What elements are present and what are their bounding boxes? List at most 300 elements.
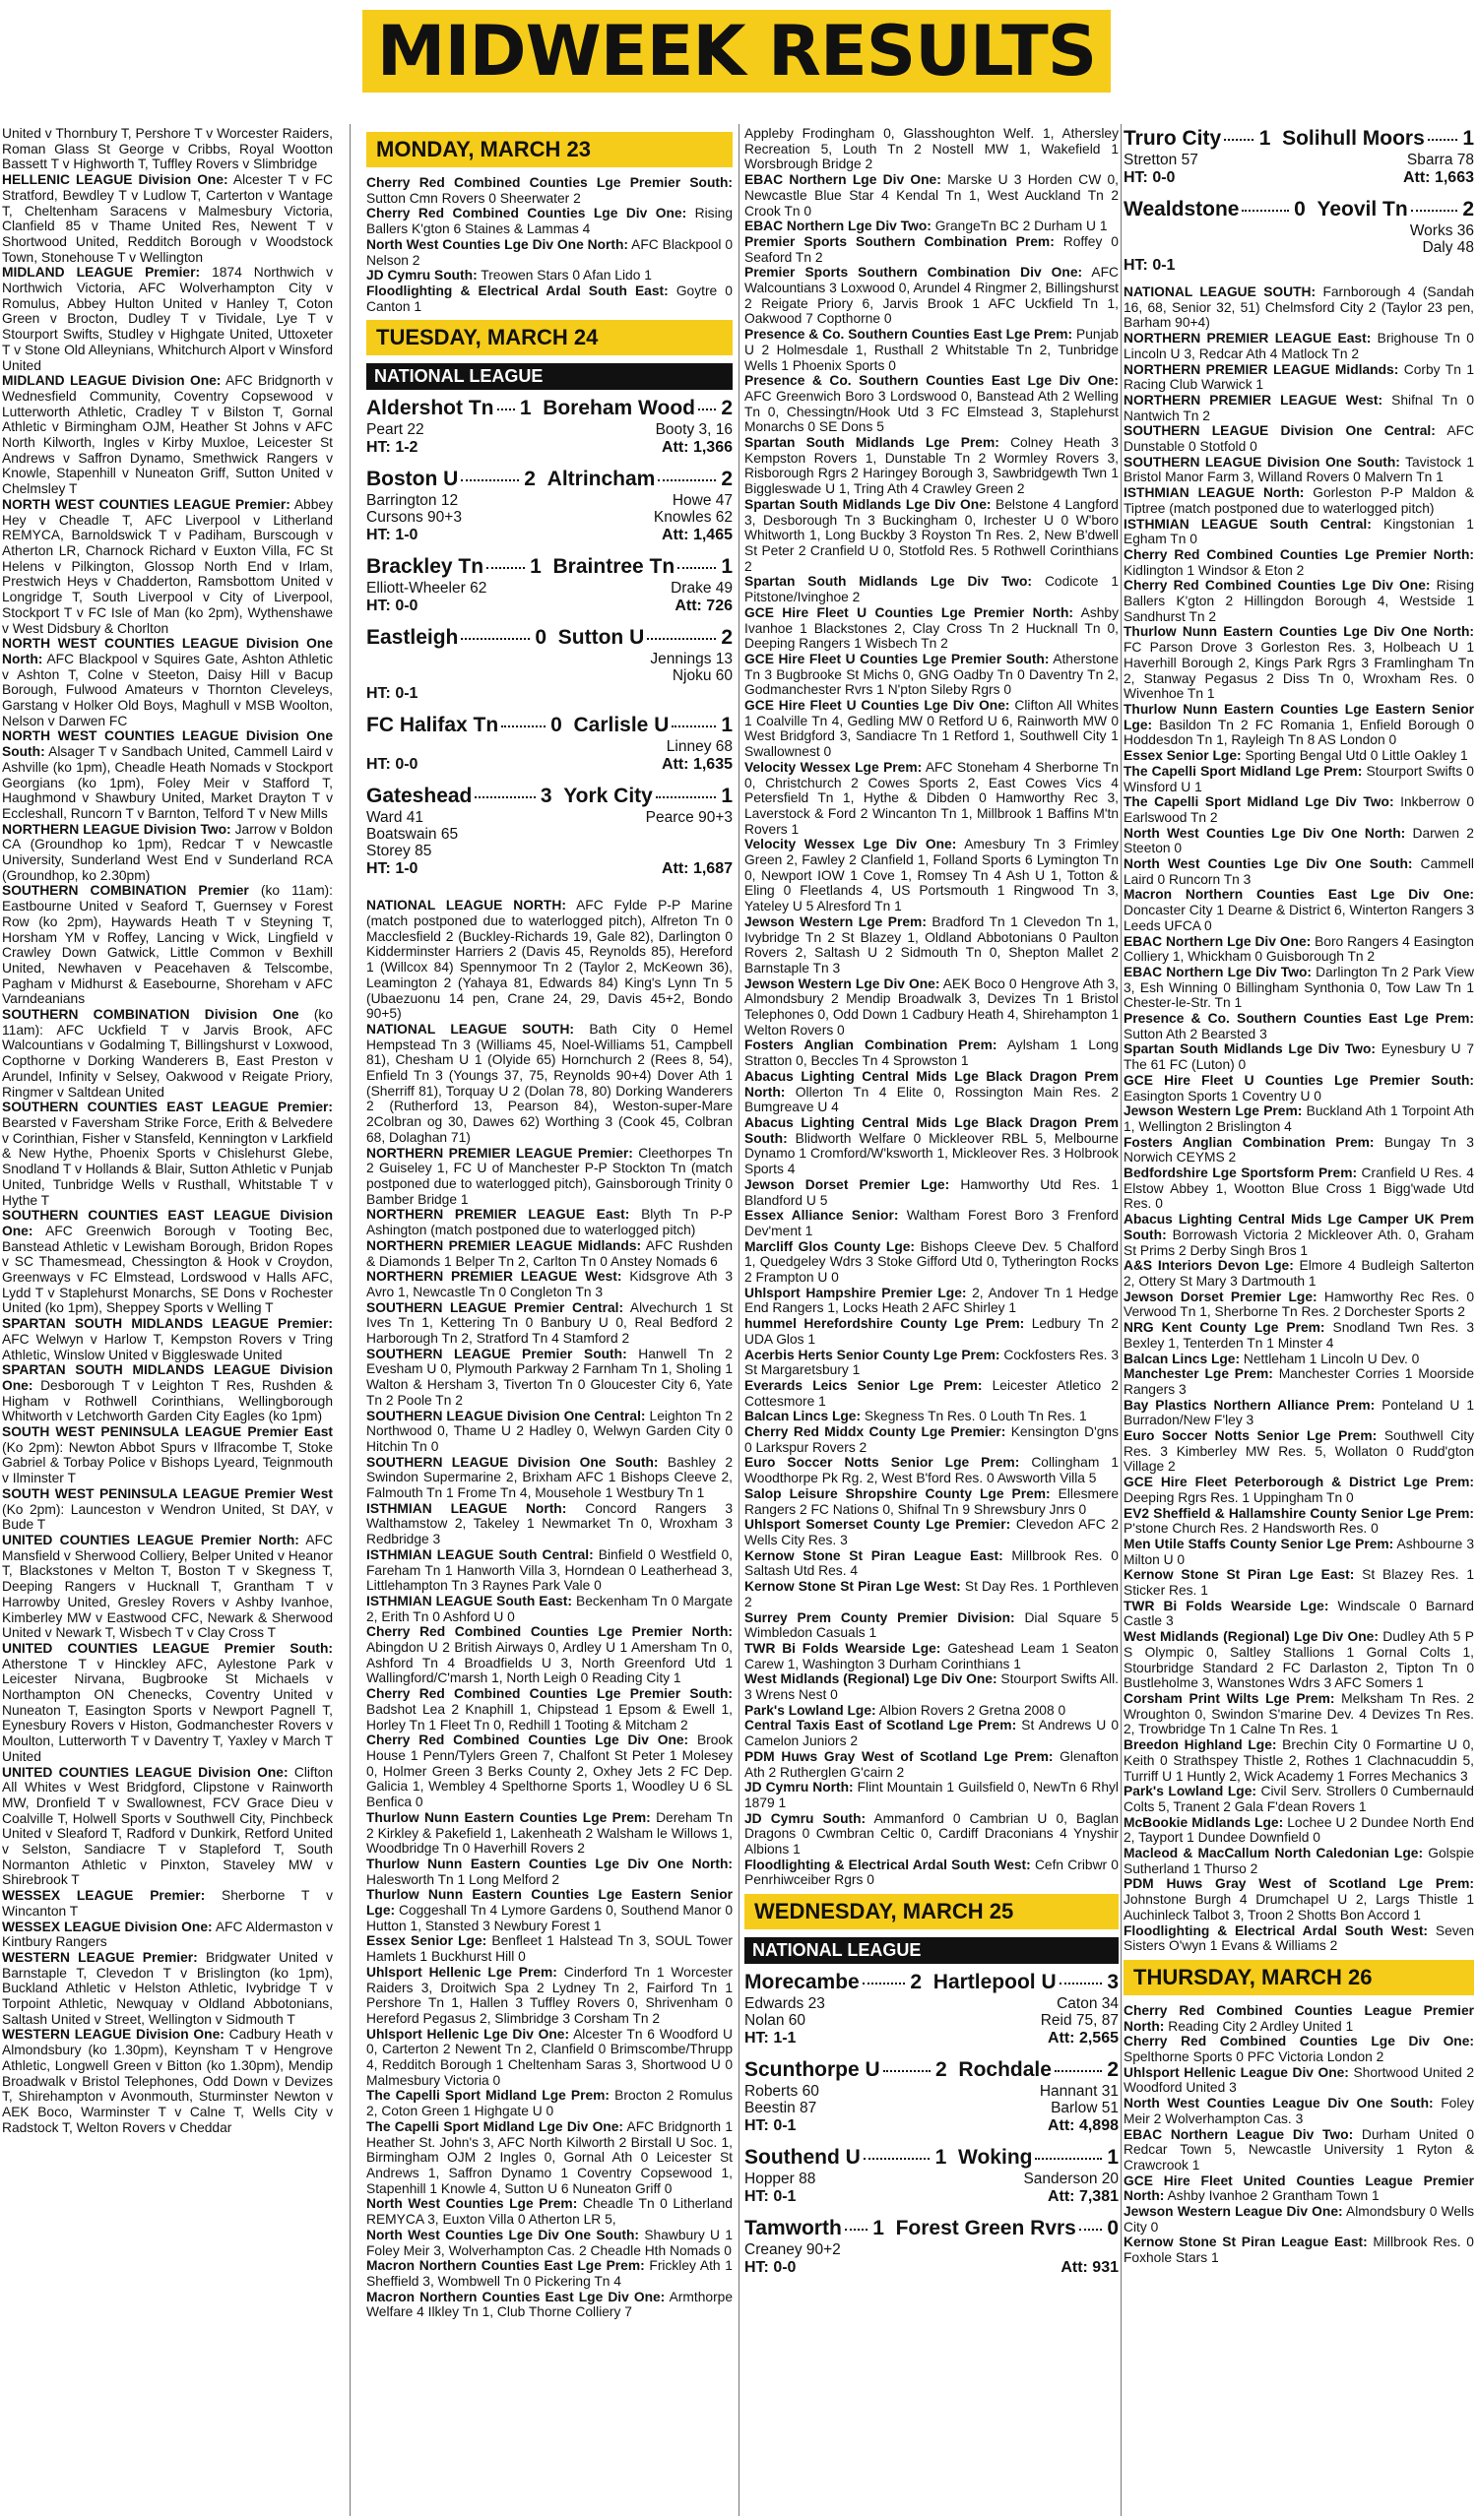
result-paragraph (2, 1533, 333, 1641)
result-paragraph (366, 1269, 733, 1299)
day-heading: WEDNESDAY, MARCH 25 (744, 1894, 1119, 1929)
league-heading: Macron Northern Counties East Lge Div One: (366, 2289, 666, 2304)
results-text: Appleby Frodingham 0, Glasshoughton Welf. 1, Athersley Recreation 5, Louth Tn 2 Nostell MW 1, Wakefield 1 Worsbrough Bridge 2 (744, 126, 1119, 172)
match-score-line (744, 1970, 1119, 1995)
result-paragraph (1124, 1506, 1474, 1537)
day-heading: TUESDAY, MARCH 24 (366, 320, 733, 355)
league-heading: SOUTHERN LEAGUE Division One South: (366, 1454, 659, 1470)
result-paragraph (1124, 1784, 1474, 1814)
result-paragraph (744, 1548, 1119, 1579)
scorers-line (366, 509, 733, 526)
scorers-line (366, 492, 733, 509)
result-paragraph (2, 636, 333, 728)
results-text: Darwen 2 Steeton 0 (1124, 825, 1474, 856)
result-paragraph (1124, 826, 1474, 856)
league-heading: SOUTHERN LEAGUE Premier South: (366, 1346, 627, 1361)
half-time-score: HT: 0-1 (744, 2117, 797, 2135)
result-paragraph (2, 1920, 333, 1950)
result-paragraph (1124, 578, 1474, 624)
league-heading: ISTHMIAN LEAGUE North: (366, 1500, 567, 1516)
away-team: Braintree Tn (552, 555, 675, 579)
result-paragraph (366, 1933, 733, 1964)
page-header (362, 10, 1111, 93)
half-time-score: HT: 0-1 (1124, 257, 1176, 274)
leader-dots (1060, 1983, 1102, 1984)
league-heading: UNITED COUNTIES LEAGUE Division One: (2, 1764, 289, 1780)
day-heading: THURSDAY, MARCH 26 (1124, 1960, 1474, 1995)
spacer (946, 2145, 958, 2171)
league-heading: NORTH WEST COUNTIES LEAGUE Premier: (2, 496, 290, 512)
league-heading: EBAC Northern Lge Div One: (1124, 933, 1312, 949)
result-paragraph (366, 1887, 733, 1933)
results-text: Waltham Forest Boro 3 Frenford Dev'ment 1 (744, 1208, 1119, 1238)
away-score: 1 (1462, 127, 1474, 150)
league-heading: Fosters Anglian Combination Prem: (1124, 1134, 1375, 1150)
away-scorer: Pearce 90+3 (645, 809, 733, 827)
spacer (552, 784, 564, 809)
league-heading: Central Taxis East of Scotland Lge Prem: (744, 1718, 1017, 1733)
league-heading: Spartan South Midlands Lge Div Two: (1124, 1041, 1376, 1057)
league-heading: Thurlow Nunn Eastern Counties Lge Eastern Senior Lge: (366, 1887, 733, 1919)
leader-dots (486, 567, 525, 569)
result-paragraph (2, 1641, 333, 1765)
result-paragraph (744, 605, 1119, 652)
match-score-line (744, 2145, 1119, 2171)
results-text: Kidsgrove Ath 3 Avro 1, Newcastle Tn 0 Congleton Tn 3 (366, 1269, 733, 1299)
spacer (947, 2057, 959, 2083)
league-heading: Cherry Red Middx County Lge Premier: (744, 1424, 1006, 1440)
league-heading: JD Cymru North: (744, 1780, 854, 1796)
league-heading: JD Cymru South: (366, 268, 478, 284)
result-paragraph (366, 284, 733, 314)
result-paragraph (1124, 2127, 1474, 2174)
league-heading: EBAC Northern Lge Div One: (744, 172, 941, 188)
league-heading: Marcliff Glos County Lge: (744, 1238, 916, 1254)
results-text: Shifnal Tn 0 Nantwich Tn 2 (1124, 392, 1474, 423)
results-text: Kensington D'gns 0 Larkspur Rovers 2 (744, 1424, 1119, 1455)
away-team: Forest Green Rvrs (895, 2217, 1076, 2240)
league-heading: NRG Kent County Lge Prem: (1124, 1320, 1325, 1336)
home-score: 0 (550, 714, 562, 737)
league-heading: Thurlow Nunn Eastern Counties Lge Div One North: (366, 1856, 733, 1871)
result-paragraph (2, 1424, 333, 1486)
scorers-line (366, 580, 733, 597)
leader-dots (672, 725, 716, 727)
result-paragraph (1124, 1135, 1474, 1166)
results-text: Alvechurch 1 St Ives Tn 1, Kettering Tn 0 Banbury U 0, Real Bedford 2 Harborough Tn 2, Stratford Tn 4 Stamford 2 (366, 1299, 733, 1347)
result-paragraph (744, 1718, 1119, 1748)
result-paragraph (744, 1409, 1119, 1424)
result-paragraph (2, 1208, 333, 1316)
results-text: Rising Ballers K'gton 6 Staines & Lammas 4 (366, 206, 733, 237)
league-heading: MIDLAND LEAGUE Premier: (2, 265, 201, 281)
attendance: Att: 1,687 (661, 860, 733, 878)
results-text: GrangeTn BC 2 Durham U 1 (934, 219, 1108, 234)
results-text: Halesworth Tn 1 Long Melford 2 (366, 1871, 560, 1887)
results-text: Armthorpe Welfare 4 Ilkley Tn 1, Club Thorne Colliery 7 (366, 2289, 733, 2320)
league-heading: NORTHERN PREMIER LEAGUE East: (1124, 331, 1372, 346)
results-text: Melksham Tn Res. 2 Wroughton 0, Swindon S'marine Dev. 4 Devizes Tn Res. 2, Trowbridge Tn 1 Calne Tn Res. 1 (1124, 1690, 1474, 1737)
leader-dots (863, 1983, 905, 1984)
results-text: P'stone Church Res. 2 Handsworth Res. 0 (1124, 1521, 1379, 1537)
results-text: Atherstone Tn 3 Bugbrooke St Michs 0, GNG Oadby Tn 0 Daventry Tn 2, Godmanchester Rvrs 1 N'pton Sileby Rgrs 0 (744, 651, 1119, 698)
home-scorer: Storey 85 (366, 843, 432, 860)
results-text: Gateshead Leam 1 Seaton Carew 1, Washington 3 Durham Corinthians 1 (744, 1640, 1119, 1671)
results-text: AFC Bridgnorth 1 Heather St. John's 3, AFC North Kilworth 2 Birstall U Soc. 1, Birmingham OJM 2 Ingles 0, Gornal Ath 0 Leicester St Andrews 1, Saffron Dynamo 1 Coventry Copsewood 1, Stapenhill 1 Knowle 4, Sutton U 6 Nuneaton Griff 0 (366, 2118, 733, 2196)
results-text: Millbrook Res. 0 Saltash Utd Res. 4 (744, 1547, 1119, 1579)
result-paragraph (366, 1965, 733, 2027)
home-team: Gateshead (366, 785, 473, 808)
league-heading: North West Counties Lge Div One South: (1124, 856, 1413, 872)
home-scorer: Hopper 88 (744, 2171, 816, 2188)
results-text: Basildon Tn 2 FC Romania 1, Enfield Borough 0 Hoddesdon Tn 1, Rayleigh Tn 8 AS London 0 (1124, 717, 1474, 748)
result-paragraph (1124, 887, 1474, 933)
result-paragraph (2, 497, 333, 636)
league-heading: Kernow Stone St Piran League East: (1124, 2235, 1368, 2250)
league-heading: McBookie Midlands Lge: (1124, 1814, 1284, 1830)
results-text: Flint Mountain 1 Guilsfield 0, NewTn 6 Rhyl 1879 1 (744, 1780, 1119, 1810)
results-text: Alsager T v Sandbach United, Cammell Laird v Ashville (ko 1pm), Cheadle Heath Nomads v Stockport Georgians (ko 1pm), Foley Meir v Stafford T, Haughmond v Shawbury United, Market Drayton T v Eccleshall, Runcorn T v Barnton, Telford T v New Mills (2, 744, 333, 821)
results-text: Bungay Tn 3 Norwich CEYMS 2 (1124, 1134, 1474, 1166)
away-team: Boreham Wood (543, 397, 695, 420)
away-scorer: Works 36 (1409, 222, 1474, 239)
result-paragraph (2, 1362, 333, 1424)
away-scorer: Booty 3, 16 (655, 421, 733, 439)
league-heading: SOUTH WEST PENINSULA LEAGUE Premier East (2, 1424, 333, 1440)
league-heading: Corsham Print Wilts Lge Prem: (1124, 1690, 1335, 1706)
scorers-line (1124, 152, 1474, 168)
away-score: 2 (721, 626, 733, 650)
league-heading: Bedfordshire Lge Sportsform Prem: (1124, 1166, 1358, 1181)
result-paragraph (1124, 856, 1474, 887)
result-paragraph (366, 206, 733, 236)
league-heading: NATIONAL LEAGUE SOUTH: (1124, 284, 1317, 299)
results-text: Borrowash Victoria 2 Mickleover Ath. 0, Graham St Prims 2 Derby Singh Bros 1 (1124, 1227, 1474, 1258)
league-heading: Cherry Red Combined Counties Lge Div One: (366, 206, 687, 221)
result-paragraph (1124, 794, 1474, 825)
league-heading: North West Counties Lge Prem: (366, 2196, 578, 2212)
league-heading: Uhlsport Somerset County Lge Premier: (744, 1517, 1011, 1533)
league-heading: NATIONAL LEAGUE SOUTH: (366, 1021, 575, 1037)
scorers-line (744, 2241, 1119, 2258)
result-paragraph (744, 1348, 1119, 1378)
results-text: Sutton Cmn Rovers 0 Sheerwater 2 (366, 190, 581, 206)
league-heading: Spartan South Midlands Lge Div Two: (744, 574, 1033, 590)
results-text: Golspie Sutherland 1 Thurso 2 (1124, 1846, 1474, 1876)
results-text: United v Thornbury T, Pershore T v Worcester Raiders, Roman Glass St George v Cribbs, Royal Wootton Bassett T v Highworth T, Tuffley Rovers v Slimbridge (2, 126, 333, 172)
away-team: Altrincham (546, 468, 656, 491)
home-score: 1 (530, 555, 542, 579)
league-heading: North West Counties Lge Div One South: (366, 2227, 640, 2242)
half-time-line (1124, 168, 1474, 187)
away-scorer: Howe 47 (672, 492, 733, 510)
league-heading: Kernow Stone St Piran Lge West: (744, 1579, 961, 1595)
result-paragraph (1124, 1041, 1474, 1072)
away-scorer: Linney 68 (666, 738, 733, 756)
home-score: 2 (935, 2058, 947, 2082)
result-paragraph (1124, 1567, 1474, 1598)
league-heading: Macron Northern Counties East Lge Div One: (1124, 887, 1474, 903)
league-heading: Uhlsport Hampshire Premier Lge: (744, 1285, 967, 1300)
half-time-line (366, 684, 733, 703)
results-text: Rising Ballers K'gton 2 Hillingdon Borough 4, Westside 1 Sandhurst Tn 2 (1124, 578, 1474, 624)
league-heading: GCE Hire Fleet U Counties Lge Premier South: (1124, 1072, 1474, 1088)
results-text: Treowen Stars 0 Afan Lido 1 (481, 268, 652, 284)
results-text: Bishops Cleeve Dev. 5 Chalford 1, Quedgeley Wdrs 3 Stoke Gifford Utd 0, Tytherington Rocks 2 Frampton U 0 (744, 1238, 1119, 1286)
results-text: Windscale 0 Barnard Castle 3 (1124, 1598, 1474, 1629)
results-text: Leicester Atletico 2 Cottesmore 1 (744, 1377, 1119, 1409)
half-time-score: HT: 0-0 (366, 756, 418, 774)
results-text: Darlington Tn 2 Park View 3, Esh Winning 0 Billingham Synthonia 0, Tow Law Tn 1 Chester-le-Str. Tn 1 (1124, 964, 1474, 1011)
results-text: Hamworthy Utd Res. 1 Blandford U 5 (744, 1176, 1119, 1208)
match-result (366, 784, 733, 878)
league-heading: WESSEX LEAGUE Premier: (2, 1888, 206, 1904)
results-text: Beckenham Tn 0 Margate 2, Erith Tn 0 Ashford U 0 (366, 1593, 733, 1624)
league-heading: Park's Lowland Lge: (1124, 1784, 1256, 1799)
result-paragraph (2, 265, 333, 373)
results-text: Snodland Twn Res. 3 Bexley 1, Tenterden Tn 1 Minster 4 (1124, 1320, 1474, 1351)
league-heading: Jewson Western League Div One: (1124, 2204, 1343, 2220)
results-text: Blidworth Welfare 0 Mickleover RBL 5, Melbourne Dynamo 1 Cromford/W'ksworth 1, Mickleover Res. 3 Holbrook Sports 4 (744, 1130, 1119, 1177)
home-scorer: Nolan 60 (744, 2012, 806, 2030)
result-paragraph (744, 1811, 1119, 1858)
league-heading: Surrey Prem County Premier Division: (744, 1609, 1015, 1625)
result-paragraph (1124, 1475, 1474, 1505)
league-heading: UNITED COUNTIES LEAGUE Premier North: (2, 1532, 299, 1547)
league-heading: The Capelli Sport Midland Lge Prem: (1124, 763, 1363, 779)
away-scorer: Njoku 60 (672, 667, 733, 685)
results-text: Ollerton Tn 4 Elite 0, Rossington Main Res. 2 Bumgreave U 4 (744, 1084, 1119, 1115)
results-text: 2, Andover Tn 1 Hedge End Rangers 1, Locks Heath 2 AFC Shirley 1 (744, 1285, 1119, 1316)
league-heading: SPARTAN SOUTH MIDLANDS LEAGUE Division One: (2, 1362, 333, 1393)
result-paragraph (744, 1517, 1119, 1547)
results-text: Millbrook Res. 0 Foxhole Stars 1 (1124, 2235, 1474, 2266)
league-heading: NORTHERN PREMIER LEAGUE West: (1124, 392, 1383, 408)
league-heading: Kernow Stone St Piran Lge East: (1124, 1567, 1355, 1583)
spacer (536, 467, 547, 492)
league-heading: Velocity Wessex Lge Div One: (744, 837, 957, 852)
results-text: Inkberrow 0 Earlswood Tn 2 (1124, 794, 1474, 825)
league-heading: Uhlsport Hellenic League Div One: (1124, 2064, 1349, 2080)
result-paragraph (1124, 965, 1474, 1011)
leader-dots (658, 479, 716, 481)
match-result (744, 1970, 1119, 2048)
home-score: 0 (535, 626, 547, 650)
league-heading: NORTHERN PREMIER LEAGUE Midlands: (366, 1237, 642, 1253)
half-time-line (744, 2187, 1119, 2206)
away-team: Rochdale (958, 2058, 1052, 2082)
results-text: Colney Heath 3 Kempston Rovers 1, Dunstable Tn 2 Wormley Rovers 3, Risborough Rgrs 2 Haringey Borough 3, Sawbridgewth Twn 1 Biggleswade U 1, Tring Ath 4 Crawley Green 2 (744, 435, 1119, 497)
results-text: Sutton Ath 2 Bearsted 3 (1124, 1026, 1267, 1041)
result-paragraph (744, 1208, 1119, 1238)
away-team: York City (563, 785, 653, 808)
league-heading: Breedon Highland Lge: (1124, 1737, 1277, 1753)
results-text: Foley Meir 2 Wolverhampton Cas. 3 (1124, 2096, 1474, 2126)
league-heading: West Midlands (Regional) Lge Div One: (744, 1671, 997, 1687)
results-text: Skegness Tn Res. 0 Louth Tn Res. 1 (864, 1409, 1087, 1424)
spacer (532, 396, 544, 421)
result-paragraph (366, 1594, 733, 1624)
match-result (366, 554, 733, 615)
results-text: Brighouse Tn 0 Lincoln U 3, Redcar Ath 4 Matlock Tn 2 (1124, 331, 1474, 361)
result-paragraph (366, 1686, 733, 1732)
results-text: Codicote 1 Pitstone/Ivinghoe 2 (744, 574, 1119, 605)
results-text: St Day Res. 1 Porthleven 2 (744, 1579, 1119, 1609)
home-scorer: Edwards 23 (744, 1995, 825, 2013)
result-paragraph (744, 1115, 1119, 1177)
scorers-line (366, 809, 733, 826)
result-paragraph (1124, 1352, 1474, 1367)
away-score: 2 (1107, 2058, 1119, 2082)
match-score-line (744, 2057, 1119, 2083)
league-heading: ISTHMIAN LEAGUE South Central: (366, 1546, 594, 1562)
league-heading: GCE Hire Fleet Peterborough & District Lge Prem: (1124, 1475, 1474, 1490)
match-score-line (366, 554, 733, 580)
results-text: AFC Greenwich Borough v Tooting Bec, Banstead Athletic v Lewisham Borough, Bridon Ropes v SC Thamesmead, Chessington & Hook v Croydon, Greenways v FC Elmstead, Lordswood v Halls AFC, Lydd T v Staplehurst Monarchs, SE Dons v Rochester United (ko 1pm), Sheppey Sports v Welling T (2, 1223, 333, 1316)
league-heading: EBAC Northern League Div Two: (1124, 2126, 1354, 2142)
result-paragraph (2, 1100, 333, 1208)
scorers-line (1124, 239, 1474, 256)
result-paragraph (1124, 1320, 1474, 1351)
league-heading: Euro Soccer Notts Senior Lge Prem: (744, 1455, 1020, 1471)
results-text: Sherborne T v Wincanton T (2, 1888, 333, 1919)
half-time-line (1124, 256, 1474, 275)
results-text: FC Parson Drove 3 Gorleston Res. 3, Holbeach U 1 Haverhill Borough 2, Kings Park Rgrs 3 Framlingham Tn 2, Stanway Pegasus 2 Diss Tn 0, Wroxham Res. 0 Wivenhoe Tn 1 (1124, 640, 1474, 702)
home-scorer: Barrington 12 (366, 492, 459, 510)
results-text: Ashbourne 3 Milton U 0 (1124, 1536, 1474, 1567)
leader-dots (1055, 2070, 1102, 2072)
result-paragraph (1124, 423, 1474, 454)
league-heading: Uhlsport Hellenic Lge Prem: (366, 1964, 557, 1980)
home-score: 1 (872, 2217, 884, 2240)
results-text: St Andrews U 0 Camelon Juniors 2 (744, 1718, 1119, 1749)
result-paragraph (744, 1749, 1119, 1780)
home-team: Morecambe (744, 1971, 860, 1994)
away-scorer: Sanderson 20 (1023, 2171, 1119, 2188)
column-divider (1121, 124, 1122, 2516)
half-time-score: HT: 1-0 (366, 860, 418, 878)
column-results-4 (1124, 126, 1474, 2513)
result-paragraph (366, 2258, 733, 2289)
results-text: AFC Blackpool 0 Nelson 2 (366, 236, 733, 268)
results-text: Desborough T v Leighton T Res, Rushden & Higham v Rothwell Corinthians, Wellingborough Whitworth v Letchworth Garden City Eagles (ko 1pm) (2, 1377, 333, 1424)
results-text: Abbey Hey v Cheadle T, AFC Liverpool v Litherland REMYCA, Barnoldswick T v Padiham, Burscough v Atherton LR, Charnock Richard v Euxton Villa, FC St Helens v Pilkington, Glossop North End v Irlam, Prestwich Heys v Chadderton, Ramsbottom United v Longridge T, South Liverpool v City of Liverpool, Stockport T v FC Isle of Man (ko 2pm), Wythenshawe v West Didsbury & Chorlton (2, 496, 333, 636)
half-time-score: HT: 1-0 (366, 527, 418, 544)
page-title: MIDWEEK RESULTS (376, 11, 1097, 92)
result-paragraph (2, 1888, 333, 1919)
result-paragraph (1124, 455, 1474, 485)
match-result (744, 2145, 1119, 2206)
league-heading: Floodlighting & Electrical Ardal South West: (744, 1857, 1031, 1872)
results-text: Ledbury Tn 2 UDA Glos 1 (744, 1316, 1119, 1347)
league-heading: Manchester Lge Prem: (1124, 1366, 1273, 1382)
away-score: 1 (1107, 2146, 1119, 2170)
results-text: Cockfosters Res. 3 St Margaretsbury 1 (744, 1347, 1119, 1378)
away-score: 1 (721, 785, 733, 808)
match-score-line (366, 396, 733, 421)
home-team: Truro City (1124, 127, 1222, 150)
result-paragraph (744, 1455, 1119, 1485)
results-text: Cranfield U Res. 4 Elstow Abbey 1, Wootton Blue Cross 1 Bigg'wade Utd Res. 0 (1124, 1166, 1474, 1212)
results-text: Goytre 0 Canton 1 (366, 283, 733, 314)
result-paragraph (366, 1347, 733, 1409)
result-paragraph (366, 2228, 733, 2258)
result-paragraph (1124, 2096, 1474, 2126)
results-text: Alcester T v FC Stratford, Bewdley T v Ludlow T, Carterton v Wantage T, Cheltenham Saracens v Malmesbury Victoria, Clanfield 85 v Thame United Res, Newent T v Shortwood United, Redditch Borough v Woodstock Town, Stonehouse T v Wellington (2, 172, 333, 265)
result-paragraph (1124, 393, 1474, 423)
result-paragraph (1124, 2235, 1474, 2265)
leader-dots (1242, 210, 1288, 212)
results-text: Boro Rangers 4 Easington Colliery 1, Whickham 0 Guisborough Tn 2 (1124, 933, 1474, 965)
home-score: 0 (1294, 198, 1306, 220)
league-heading: Cherry Red Combined Counties Lge Div One: (1124, 2034, 1474, 2049)
half-time-score: HT: 0-0 (1124, 169, 1176, 186)
league-heading: North West Counties Lge Div One North: (1124, 825, 1406, 841)
result-paragraph (1124, 1011, 1474, 1041)
results-text: Shortwood United 2 Woodford United 3 (1124, 2064, 1474, 2096)
result-paragraph (744, 1780, 1119, 1810)
league-heading: Spartan South Midlands Lge Prem: (744, 435, 999, 451)
leader-dots (845, 2229, 868, 2231)
league-heading: EV2 Sheffield & Hallamshire County Senior Lge Prem: (1124, 1505, 1474, 1521)
away-scorer: Daly 48 (1422, 239, 1474, 256)
home-score: 2 (910, 1971, 923, 1994)
results-text: Doncaster City 1 Dearne & District 6, Winterton Rangers 3 Leeds UFCA 0 (1124, 903, 1474, 933)
league-heading: NORTH WEST COUNTIES LEAGUE Division One North: (2, 636, 333, 666)
home-team: Scunthorpe U (744, 2058, 880, 2082)
league-heading: Velocity Wessex Lge Prem: (744, 759, 923, 775)
away-score: 1 (721, 714, 733, 737)
league-heading: NORTHERN PREMIER LEAGUE East: (366, 1207, 630, 1223)
results-text: Shawbury U 1 Foley Meir 3, Wolverhampton Cas. 2 Cheadle Hth Nomads 0 (366, 2227, 733, 2258)
result-paragraph (744, 497, 1119, 575)
leader-dots (677, 567, 716, 569)
results-text: Cheadle Tn 0 Litherland REMYCA 3, Euxton Villa 0 Atherton LR 5, (366, 2196, 733, 2228)
leader-dots (883, 2070, 931, 2072)
results-text: Manchester Corries 1 Moorside Rangers 3 (1124, 1366, 1474, 1397)
league-heading: NORTHERN PREMIER LEAGUE West: (366, 1269, 622, 1285)
result-paragraph (744, 837, 1119, 914)
result-paragraph (1124, 934, 1474, 965)
spacer (1306, 197, 1317, 222)
results-text: Collingham 1 Woodthorpe Pk Rg. 2, West B'ford Res. 0 Awsworth Villa 5 (744, 1455, 1119, 1486)
result-paragraph (1124, 1258, 1474, 1289)
results-text: Stourport Swifts 0 Winsford U 1 (1124, 763, 1474, 794)
league-heading: Abacus Lighting Central Mids Lge Black Dragon Prem North: (744, 1068, 1119, 1100)
scorers-line (744, 2171, 1119, 2187)
home-scorer: Beestin 87 (744, 2100, 817, 2117)
results-text: Reading City 2 Ardley United 1 (1168, 2018, 1354, 2034)
attendance: Att: 931 (1060, 2259, 1119, 2277)
league-heading: SOUTHERN LEAGUE Premier Central: (366, 1299, 624, 1315)
results-text: AEK Boco 0 Hengrove Ath 3, Almondsbury 2 Mendip Broadwalk 3, Devizes Tn 1 Bristol Telephones 0, Odd Down 1 Cadbury Heath 4, Shirehampton 1 Welton Rovers 0 (744, 976, 1119, 1038)
half-time-line (366, 859, 733, 878)
home-scorer: Ward 41 (366, 809, 424, 827)
away-scorer: Knowles 62 (653, 509, 733, 527)
result-paragraph (1124, 1737, 1474, 1784)
result-paragraph (744, 126, 1119, 172)
results-text: Badshot Lea 2 Knaphill 1, Chipstead 1 Epsom & Ewell 1, Horley Tn 1 Fleet Tn 0, Redhill 1 Tooting & Mitcham 2 (366, 1701, 733, 1732)
result-paragraph (1124, 1212, 1474, 1258)
home-team: Wealdstone (1124, 198, 1240, 220)
leader-dots (497, 409, 515, 410)
results-text: AFC Mansfield v Sherwood Colliery, Belper United v Heanor T, Blackstones v Melton T, Boston T v Skegness T, Deeping Rangers v Hucknall T, Grantham T v Harrowby United, Gresley Rovers v Ashby Ivanhoe, Kimberley MW v Eastwood CFC, Newark & Sherwood United v Newark T, Wisbech T v Clay Cross T (2, 1532, 333, 1641)
results-text: Ponteland U 1 Burradon/New F'ley 3 (1124, 1397, 1474, 1428)
attendance: Att: 7,381 (1047, 2188, 1119, 2206)
result-paragraph (366, 2196, 733, 2227)
results-text: Atherstone T v Hinckley AFC, Aylestone Park v Leicester Nirvana, Bugbrooke St Michaels v Northampton ON Chenecks, Coventry United v Nuneaton T, Easington Sports v Newport Pagnell T, Eynesbury Rovers v Histon, Godmanchester Rovers v Moulton, Lutterworth T v Daventry T, Yaxley v March T United (2, 1656, 333, 1764)
result-paragraph (744, 698, 1119, 760)
